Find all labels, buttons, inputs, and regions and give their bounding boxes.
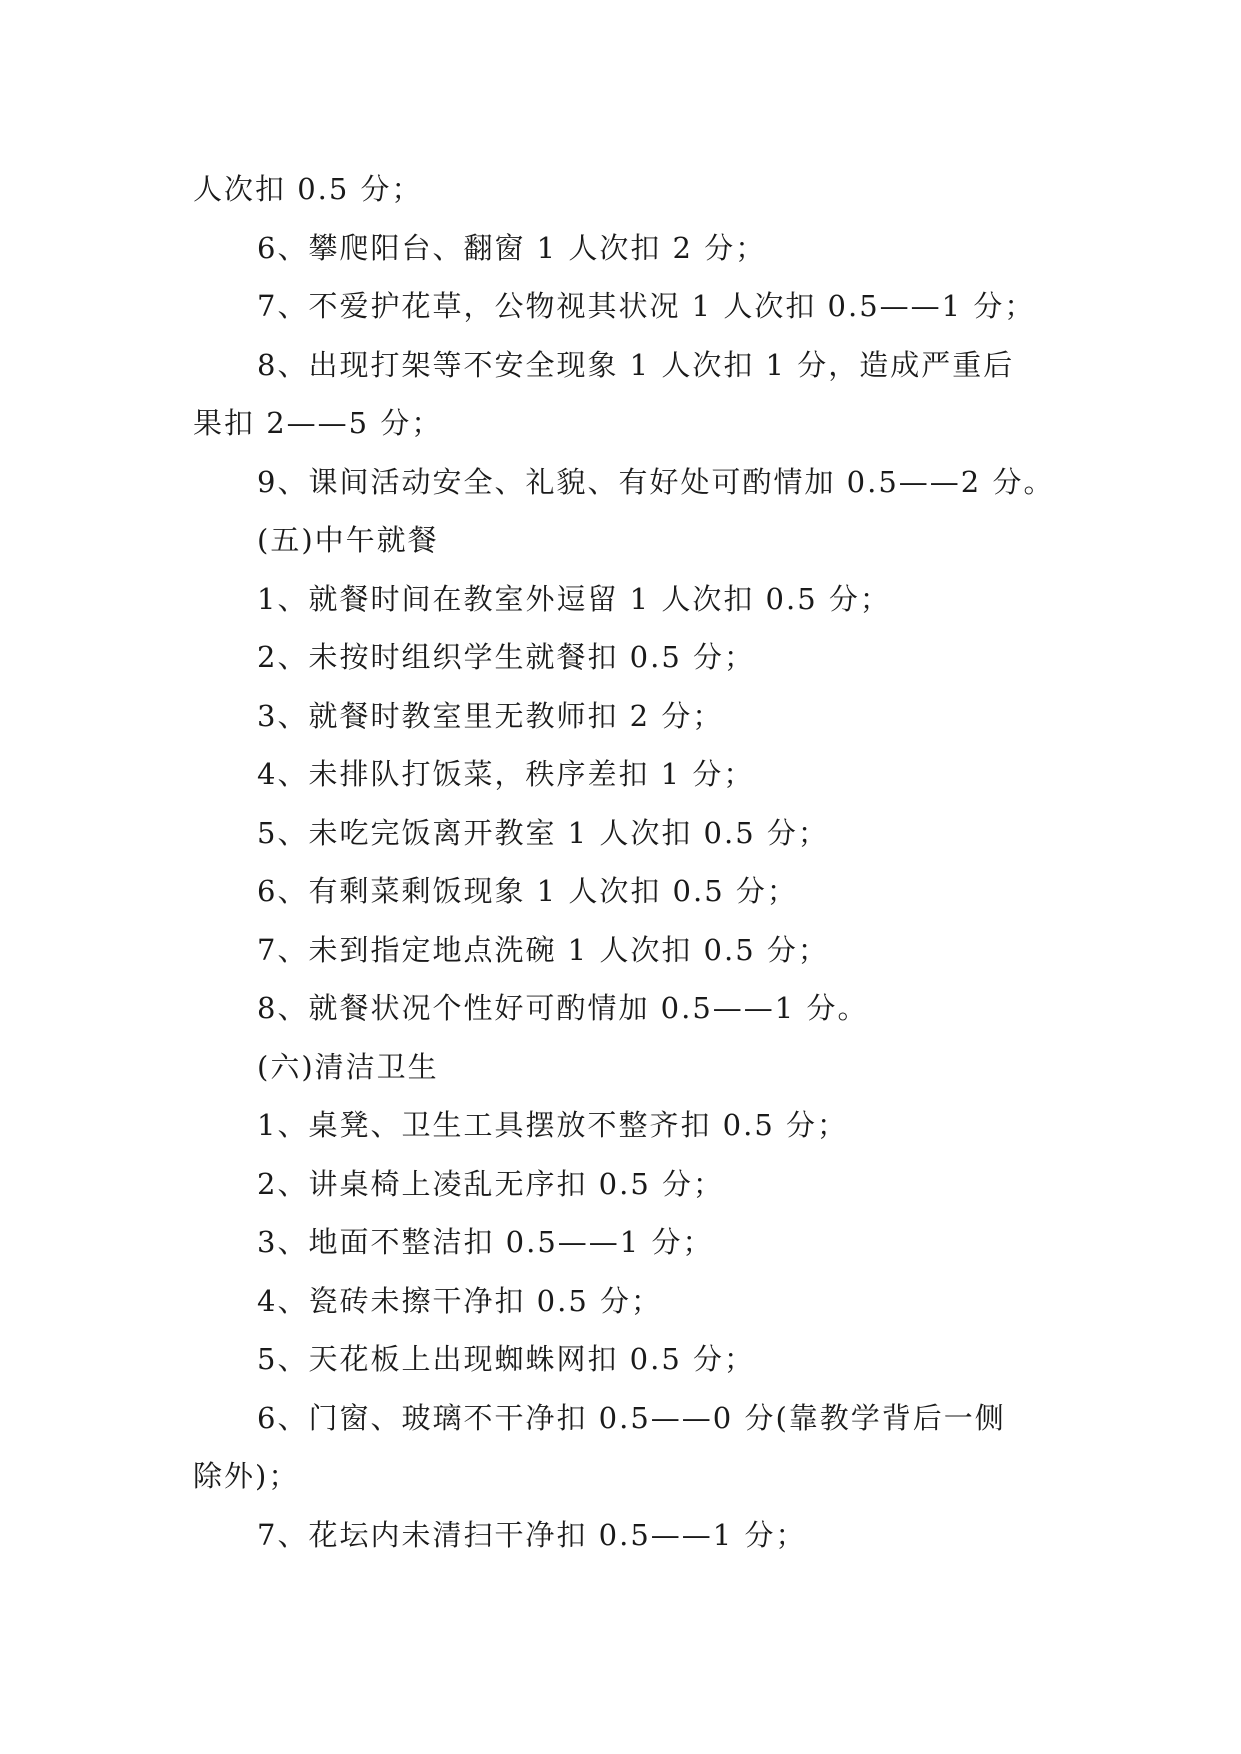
text-line: 8、出现打架等不安全现象 1 人次扣 1 分，造成严重后: [257, 347, 1015, 382]
text-line: 5、天花板上出现蜘蛛网扣 0.5 分；: [257, 1342, 756, 1376]
text-line: 除外)；: [193, 1459, 300, 1493]
text-line: 2、未按时组织学生就餐扣 0.5 分；: [257, 640, 756, 674]
text-line: 3、就餐时教室里无教师扣 2 分；: [257, 698, 724, 733]
text-line: 7、花坛内未清扫干净扣 0.5——1 分；: [257, 1517, 807, 1552]
text-line: 7、未到指定地点洗碗 1 人次扣 0.5 分；: [257, 932, 829, 967]
text-line: 6、门窗、玻璃不干净扣 0.5——0 分(靠教学背后一侧: [257, 1400, 1006, 1435]
text-line: 5、未吃完饭离开教室 1 人次扣 0.5 分；: [257, 815, 829, 850]
text-line: 6、有剩菜剩饭现象 1 人次扣 0.5 分；: [257, 874, 798, 908]
text-line: 2、讲桌椅上凌乱无序扣 0.5 分；: [257, 1166, 725, 1201]
text-line: 4、未排队打饭菜，秩序差扣 1 分；: [257, 757, 755, 791]
text-line: 1、桌凳、卫生工具摆放不整齐扣 0.5 分；: [257, 1108, 849, 1142]
document-body: [193, 160, 1063, 1564]
text-line: 8、就餐状况个性好可酌情加 0.5——1 分。: [257, 991, 869, 1025]
section-heading: (六)清洁卫生: [257, 1049, 439, 1084]
text-line: 4、瓷砖未擦干净扣 0.5 分；: [257, 1283, 663, 1318]
text-line: 果扣 2——5 分；: [193, 406, 443, 440]
text-line: 9、课间活动安全、礼貌、有好处可酌情加 0.5——2 分。: [257, 464, 1055, 499]
section-heading: (五)中午就餐: [257, 523, 439, 557]
text-line: 人次扣 0.5 分；: [193, 172, 423, 206]
text-line: 6、攀爬阳台、翻窗 1 人次扣 2 分；: [257, 230, 767, 265]
text-line: 7、不爱护花草，公物视其状况 1 人次扣 0.5——1 分；: [257, 289, 1036, 323]
text-line: 1、就餐时间在教室外逗留 1 人次扣 0.5 分；: [257, 581, 891, 616]
text-line: 3、地面不整洁扣 0.5——1 分；: [257, 1225, 714, 1259]
